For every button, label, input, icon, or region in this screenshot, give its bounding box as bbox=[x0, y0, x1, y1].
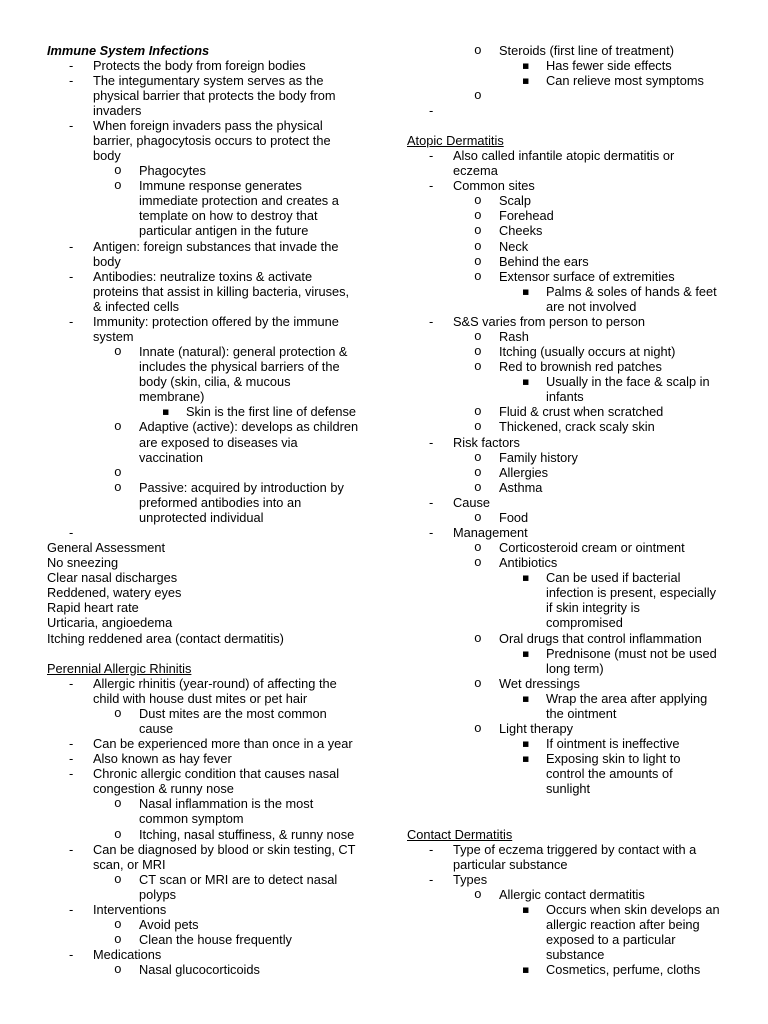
assessment-line: Clear nasal discharges bbox=[47, 570, 178, 586]
list-item bbox=[47, 73, 377, 118]
list-bullet: - bbox=[69, 675, 74, 691]
list-item bbox=[47, 525, 377, 540]
list-item bbox=[407, 73, 737, 88]
list-bullet: o bbox=[474, 42, 482, 58]
assessment-line: Rapid heart rate bbox=[47, 600, 139, 616]
list-bullet: o bbox=[114, 464, 122, 480]
list-item bbox=[47, 344, 377, 404]
list-bullet: ▪ bbox=[522, 963, 530, 977]
list-item bbox=[47, 827, 377, 842]
list-item bbox=[407, 480, 737, 495]
list-item bbox=[407, 223, 737, 238]
list-item bbox=[47, 932, 377, 947]
list-item bbox=[47, 736, 377, 751]
list-bullet: - bbox=[429, 434, 434, 450]
list-bullet: o bbox=[474, 886, 482, 902]
list-item-text: Can be used if bacterial infection is present, especially if skin integrity is compromised bbox=[546, 570, 717, 631]
list-item bbox=[47, 58, 377, 73]
list-bullet: - bbox=[69, 72, 74, 88]
list-bullet: o bbox=[474, 223, 482, 239]
list-item-text: Protects the body from foreign bodies bbox=[93, 57, 306, 73]
list-item bbox=[407, 239, 737, 254]
list-item-text: Family history bbox=[499, 449, 578, 465]
list-item bbox=[47, 163, 377, 178]
list-item-text: Behind the ears bbox=[499, 253, 589, 269]
list-item-text: Clean the house frequently bbox=[139, 932, 292, 948]
list-item-text bbox=[139, 465, 377, 480]
list-item-text: Wrap the area after applying the ointment bbox=[546, 690, 708, 721]
bullet-list bbox=[47, 676, 377, 978]
list-item-text: Nasal inflammation is the most common symptom bbox=[139, 796, 314, 827]
list-bullet: o bbox=[474, 630, 482, 646]
list-bullet: ▪ bbox=[522, 737, 530, 751]
list-item-text: Rash bbox=[499, 328, 529, 344]
list-item-text: Allergic contact dermatitis bbox=[499, 886, 645, 902]
list-item-text: Occurs when skin develops an allergic reaction after being exposed to a particular substance bbox=[546, 901, 720, 963]
list-item-text: Passive: acquired by introduction by preformed antibodies into an unprotected individual bbox=[139, 479, 344, 525]
list-bullet: - bbox=[429, 102, 434, 118]
list-bullet: o bbox=[474, 238, 482, 254]
list-item-text: Oral drugs that control inflammation bbox=[499, 630, 702, 646]
list-bullet: ▪ bbox=[522, 752, 530, 766]
list-item-text: Skin is the first line of defense bbox=[186, 404, 357, 420]
list-item-text: Antibiotics bbox=[499, 555, 558, 571]
list-bullet: ▪ bbox=[522, 375, 530, 389]
list-bullet: o bbox=[114, 871, 122, 887]
list-item bbox=[407, 43, 737, 58]
list-bullet: o bbox=[474, 193, 482, 209]
list-item-text: Chronic allergic condition that causes nasal congestion & runny nose bbox=[93, 766, 340, 797]
perennial-allergic-rhinitis-section bbox=[47, 661, 377, 978]
list-item-text: Immune response generates immediate protection and creates a template on how to destroy that particular antigen in the future bbox=[139, 178, 339, 239]
left-column bbox=[47, 43, 377, 978]
list-item-text: Can relieve most symptoms bbox=[546, 72, 704, 88]
list-item bbox=[407, 721, 737, 736]
list-item-text: Type of eczema triggered by contact with a particular substance bbox=[453, 841, 697, 872]
list-item bbox=[407, 148, 737, 178]
list-item-text: Phagocytes bbox=[139, 163, 206, 179]
list-bullet: - bbox=[69, 947, 74, 963]
list-item bbox=[47, 404, 377, 419]
list-bullet: o bbox=[114, 163, 122, 179]
list-item bbox=[47, 842, 377, 872]
list-item bbox=[407, 404, 737, 419]
list-item-text: Itching (usually occurs at night) bbox=[499, 344, 676, 360]
list-bullet: - bbox=[69, 57, 74, 73]
list-bullet: ▪ bbox=[162, 405, 170, 419]
list-item bbox=[47, 751, 377, 766]
section-title: Contact Dermatitis bbox=[407, 826, 513, 842]
list-item-text: Antibodies: neutralize toxins & activate proteins that assist in killing bacteria, viruses, & infected cells bbox=[93, 268, 350, 314]
list-item bbox=[407, 962, 737, 977]
list-bullet: o bbox=[474, 404, 482, 420]
list-item bbox=[47, 706, 377, 736]
list-item bbox=[47, 962, 377, 977]
list-item bbox=[407, 842, 737, 872]
list-bullet: - bbox=[69, 841, 74, 857]
list-item-text: Risk factors bbox=[453, 434, 520, 450]
list-item bbox=[407, 570, 737, 630]
contact-dermatitis-section bbox=[407, 827, 737, 978]
list-item bbox=[47, 872, 377, 902]
list-bullet: ▪ bbox=[522, 691, 530, 705]
list-bullet: o bbox=[474, 675, 482, 691]
list-bullet: - bbox=[429, 494, 434, 510]
list-bullet: - bbox=[69, 313, 74, 329]
list-item bbox=[47, 465, 377, 480]
list-item-text: Itching, nasal stuffiness, & runny nose bbox=[139, 826, 355, 842]
list-item bbox=[407, 269, 737, 284]
list-item bbox=[47, 947, 377, 962]
list-item-text: Asthma bbox=[499, 479, 543, 495]
list-item bbox=[407, 58, 737, 73]
section-title: General Assessment bbox=[47, 540, 166, 556]
list-item-text: Medications bbox=[93, 947, 162, 963]
section-title: Atopic Dermatitis bbox=[407, 132, 504, 148]
list-bullet: o bbox=[474, 359, 482, 375]
list-item bbox=[407, 419, 737, 434]
list-item bbox=[407, 435, 737, 450]
list-item bbox=[407, 284, 737, 314]
list-item bbox=[47, 917, 377, 932]
list-item-text: Red to brownish red patches bbox=[499, 359, 662, 375]
list-item-text: Innate (natural): general protection & includes the physical barriers of the body (skin, cilia, & mucous membrane) bbox=[139, 344, 348, 405]
list-item-text: Food bbox=[499, 509, 529, 525]
list-item-text: Avoid pets bbox=[139, 917, 199, 933]
list-item bbox=[407, 208, 737, 223]
list-item-text: Common sites bbox=[453, 178, 535, 194]
list-item-text: Interventions bbox=[93, 901, 167, 917]
list-bullet: o bbox=[114, 344, 122, 360]
list-item bbox=[407, 676, 737, 691]
list-bullet: o bbox=[114, 705, 122, 721]
list-item-text: Can be diagnosed by blood or skin testing, CT scan, or MRI bbox=[93, 841, 356, 872]
list-item-text: Cause bbox=[453, 494, 490, 510]
list-item bbox=[407, 329, 737, 344]
bullet-list bbox=[407, 43, 737, 118]
list-item-text: Management bbox=[453, 525, 528, 540]
list-bullet: - bbox=[429, 841, 434, 857]
list-item-text: Light therapy bbox=[499, 721, 573, 737]
list-item-text: Also called infantile atopic dermatitis or eczema bbox=[453, 148, 675, 179]
list-bullet: o bbox=[114, 178, 122, 194]
list-item-text: Scalp bbox=[499, 193, 532, 209]
list-item bbox=[47, 902, 377, 917]
list-item bbox=[47, 118, 377, 163]
list-item-text: Thickened, crack scaly skin bbox=[499, 419, 655, 435]
list-item-text: Corticosteroid cream or ointment bbox=[499, 540, 685, 556]
bullet-list bbox=[407, 148, 737, 796]
list-bullet: o bbox=[474, 479, 482, 495]
list-item-text: Has fewer side effects bbox=[546, 57, 672, 73]
list-bullet: - bbox=[69, 268, 74, 284]
list-item bbox=[407, 631, 737, 646]
list-item bbox=[407, 465, 737, 480]
list-item-text: Nasal glucocorticoids bbox=[139, 962, 260, 978]
list-item-text bbox=[453, 103, 737, 118]
list-bullet: o bbox=[114, 932, 122, 948]
list-bullet: o bbox=[474, 721, 482, 737]
list-bullet: - bbox=[69, 751, 74, 767]
list-item bbox=[407, 691, 737, 721]
list-item-text bbox=[93, 525, 377, 540]
list-item-text: Cheeks bbox=[499, 223, 543, 239]
list-bullet: ▪ bbox=[522, 58, 530, 72]
list-item bbox=[407, 751, 737, 796]
list-bullet: o bbox=[474, 509, 482, 525]
list-bullet: ▪ bbox=[522, 73, 530, 87]
list-item-text: Extensor surface of extremities bbox=[499, 268, 675, 284]
atopic-dermatitis-section bbox=[407, 133, 737, 796]
list-bullet: ▪ bbox=[522, 646, 530, 660]
list-item bbox=[47, 239, 377, 269]
list-item bbox=[407, 344, 737, 359]
list-bullet: - bbox=[69, 238, 74, 254]
list-bullet: o bbox=[474, 540, 482, 556]
list-item bbox=[407, 872, 737, 887]
list-item-text: Usually in the face & scalp in infants bbox=[546, 374, 710, 405]
immune-system-infections-section bbox=[47, 43, 377, 541]
list-item-text: Immunity: protection offered by the immune system bbox=[93, 313, 339, 344]
list-item-text: Adaptive (active): develops as children are exposed to diseases via vaccination bbox=[139, 419, 359, 465]
list-bullet: o bbox=[474, 87, 482, 103]
list-item bbox=[407, 736, 737, 751]
list-item bbox=[407, 254, 737, 269]
list-bullet: - bbox=[69, 766, 74, 782]
list-item-text: Palms & soles of hands & feet are not involved bbox=[546, 283, 717, 314]
bullet-list bbox=[407, 842, 737, 978]
list-item bbox=[47, 419, 377, 464]
list-item bbox=[407, 374, 737, 404]
list-bullet: o bbox=[114, 917, 122, 933]
list-item bbox=[407, 359, 737, 374]
list-item bbox=[407, 193, 737, 208]
list-item bbox=[47, 269, 377, 314]
list-item-text: Can be experienced more than once in a year bbox=[93, 736, 353, 752]
list-item-text: Allergic rhinitis (year-round) of affecting the child with house dust mites or pet hair bbox=[93, 675, 337, 706]
list-bullet: o bbox=[474, 555, 482, 571]
list-bullet: o bbox=[114, 419, 122, 435]
list-bullet: - bbox=[429, 148, 434, 164]
list-bullet: - bbox=[69, 736, 74, 752]
section-title: Perennial Allergic Rhinitis bbox=[47, 660, 192, 676]
section-title: Immune System Infections bbox=[47, 42, 210, 58]
list-bullet: - bbox=[69, 117, 74, 133]
list-bullet: o bbox=[114, 826, 122, 842]
list-bullet: o bbox=[474, 253, 482, 269]
medications-continued-section bbox=[407, 43, 737, 118]
list-bullet: - bbox=[429, 178, 434, 194]
list-bullet: o bbox=[474, 208, 482, 224]
list-item-text: Types bbox=[453, 871, 488, 887]
assessment-line: Urticaria, angioedema bbox=[47, 615, 173, 631]
bullet-list bbox=[47, 58, 377, 541]
list-item bbox=[407, 540, 737, 555]
list-bullet: ▪ bbox=[522, 902, 530, 916]
list-item-text: Forehead bbox=[499, 208, 554, 224]
list-bullet: o bbox=[474, 449, 482, 465]
list-item-text: S&S varies from person to person bbox=[453, 313, 646, 329]
list-item bbox=[47, 676, 377, 706]
list-bullet: o bbox=[474, 419, 482, 435]
assessment-line: Itching reddened area (contact dermatitis) bbox=[47, 630, 284, 646]
list-item bbox=[407, 88, 737, 103]
list-bullet: o bbox=[474, 344, 482, 360]
list-item bbox=[407, 314, 737, 329]
list-bullet: ▪ bbox=[522, 284, 530, 298]
list-item-text: Antigen: foreign substances that invade the body bbox=[93, 238, 339, 269]
list-item bbox=[47, 796, 377, 826]
list-item-text: Exposing skin to light to control the amounts of sunlight bbox=[546, 751, 681, 797]
list-item bbox=[407, 103, 737, 118]
list-item-text: Fluid & crust when scratched bbox=[499, 404, 664, 420]
list-bullet: o bbox=[474, 268, 482, 284]
list-bullet: o bbox=[114, 962, 122, 978]
list-item bbox=[407, 646, 737, 676]
list-item bbox=[47, 766, 377, 796]
list-item bbox=[407, 495, 737, 510]
list-item-text: Allergies bbox=[499, 464, 549, 480]
right-column bbox=[407, 43, 737, 978]
list-item-text: Also known as hay fever bbox=[93, 751, 232, 767]
list-bullet: - bbox=[429, 525, 434, 540]
list-bullet: o bbox=[474, 464, 482, 480]
list-bullet: - bbox=[429, 871, 434, 887]
list-item-text: CT scan or MRI are to detect nasal polyps bbox=[139, 871, 338, 902]
list-item bbox=[47, 314, 377, 344]
list-item-text: If ointment is ineffective bbox=[546, 736, 680, 752]
list-item bbox=[47, 178, 377, 238]
list-bullet: o bbox=[114, 479, 122, 495]
list-item bbox=[407, 555, 737, 570]
list-item bbox=[407, 887, 737, 902]
list-item-text: Prednisone (must not be used long term) bbox=[546, 645, 717, 676]
list-bullet: o bbox=[114, 796, 122, 812]
list-bullet: - bbox=[69, 901, 74, 917]
list-bullet: ▪ bbox=[522, 571, 530, 585]
list-item-text: Cosmetics, perfume, cloths bbox=[546, 962, 701, 978]
list-item bbox=[47, 480, 377, 525]
list-item bbox=[407, 525, 737, 540]
assessment-line: No sneezing bbox=[47, 555, 119, 571]
list-item bbox=[407, 902, 737, 962]
list-item-text: Neck bbox=[499, 238, 529, 254]
list-item-text: Steroids (first line of treatment) bbox=[499, 42, 674, 58]
list-item-text: When foreign invaders pass the physical barrier, phagocytosis occurs to protect the body bbox=[93, 117, 331, 164]
assessment-line: Reddened, watery eyes bbox=[47, 585, 182, 601]
list-item bbox=[407, 178, 737, 193]
list-item-text: Dust mites are the most common cause bbox=[139, 705, 327, 737]
list-bullet: o bbox=[474, 328, 482, 344]
list-bullet: - bbox=[69, 525, 74, 540]
general-assessment-section bbox=[47, 540, 377, 646]
list-item-text: Wet dressings bbox=[499, 675, 580, 691]
list-item bbox=[407, 450, 737, 465]
list-item-text: The integumentary system serves as the physical barrier that protects the body from invaders bbox=[93, 72, 336, 118]
list-item-text bbox=[499, 88, 737, 103]
list-item bbox=[407, 510, 737, 525]
list-bullet: - bbox=[429, 313, 434, 329]
